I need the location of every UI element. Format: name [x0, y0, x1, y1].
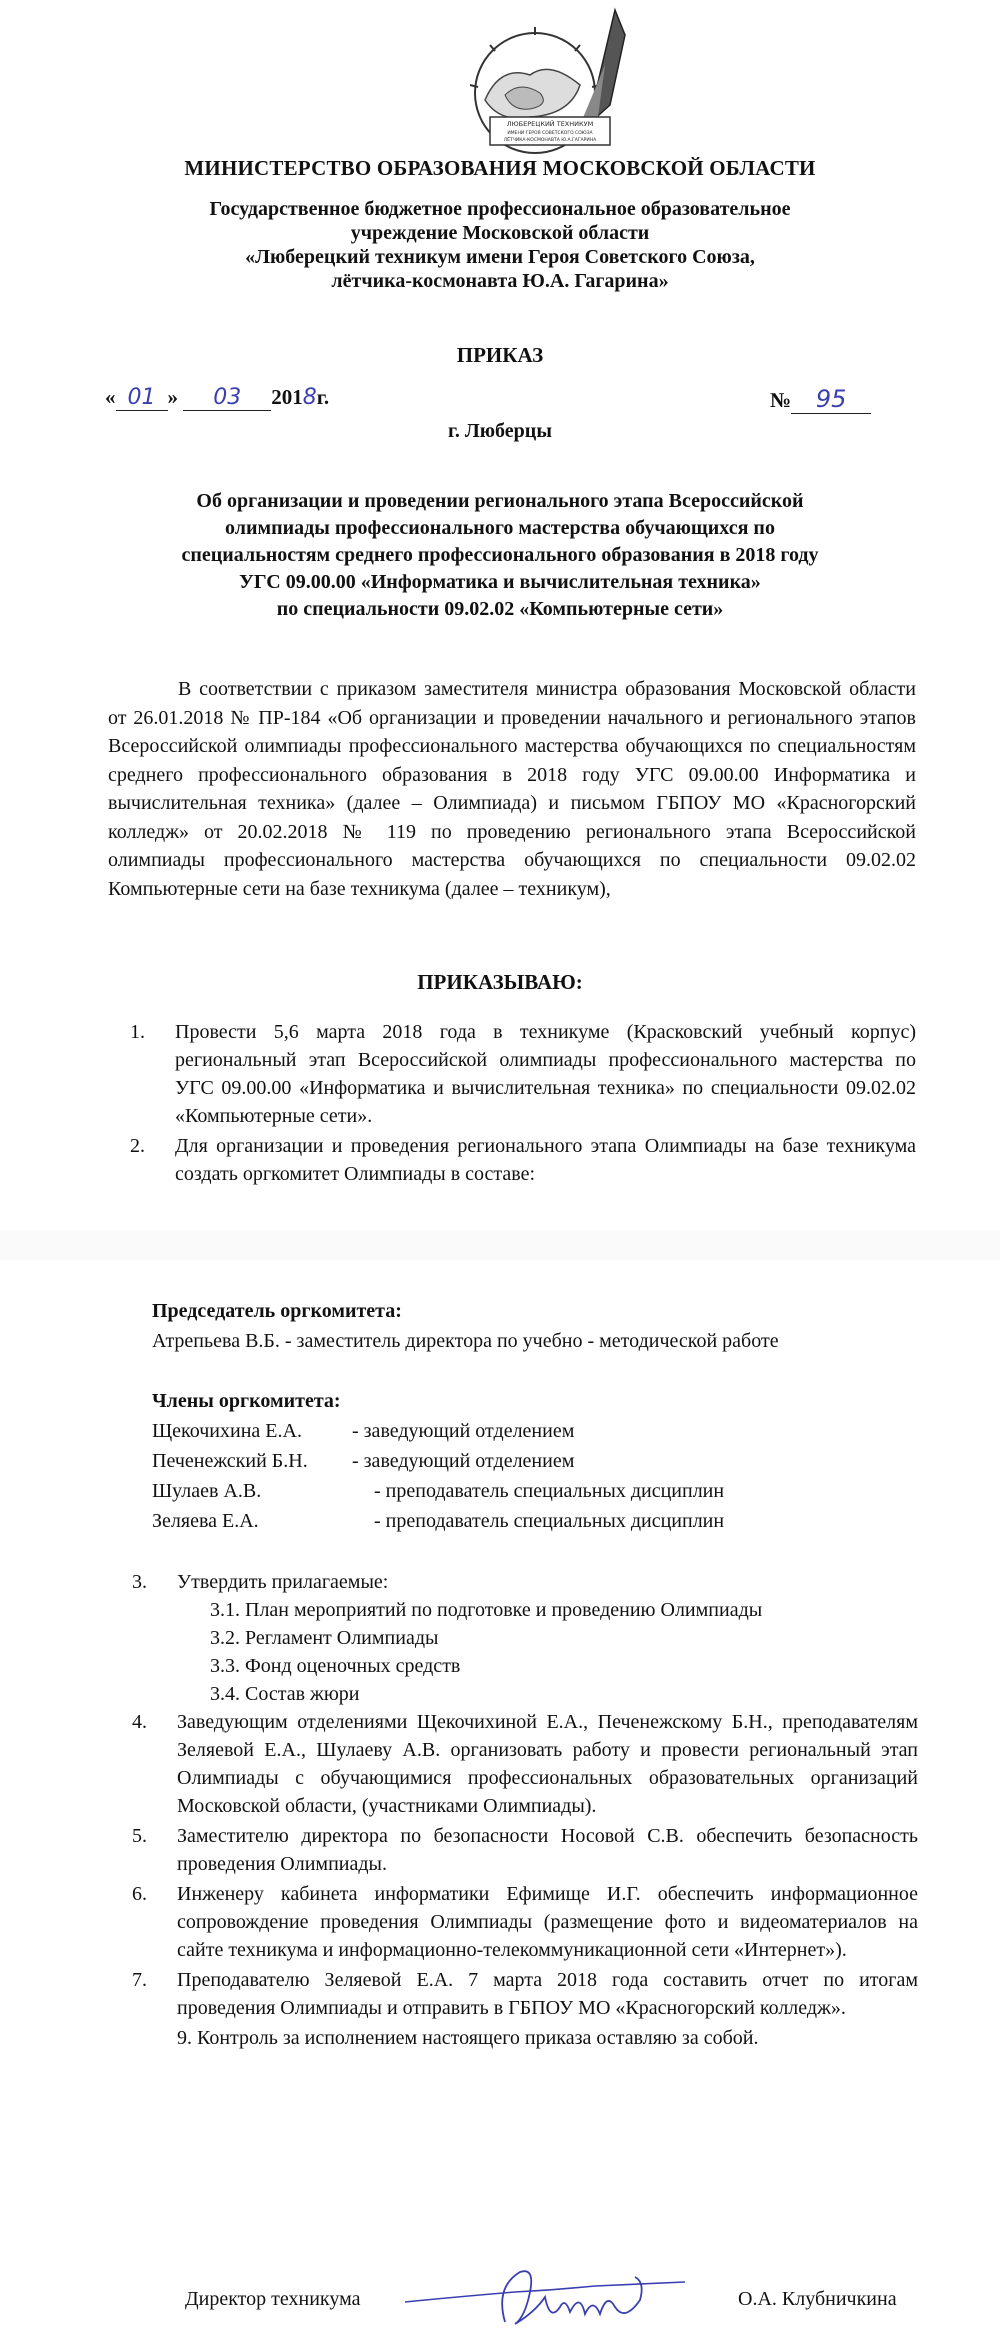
item-text: Провести 5,6 марта 2018 года в техникуме (Красковский учебный корпус) региональный этап Всероссийской олимпиады профессионального мастерства по УГС 09.00.00 «Информатика и вычислительная техника» по специальности 09.02.02 «Компьютерные сети». [175, 1021, 916, 1127]
item-number: 1. [130, 1021, 145, 1043]
order-word: ПРИКАЗЫВАЮ: [417, 970, 583, 994]
sub-item: 3.3. Фонд оценочных средств [210, 1655, 461, 1677]
list-item [130, 1018, 916, 1130]
institution-line: «Люберецкий техникум имени Героя Советского Союза, [245, 246, 755, 268]
item-number: 3. [132, 1571, 147, 1593]
member-role: - заведующий отделением [352, 1450, 575, 1472]
sub-item: 3.2. Регламент Олимпиады [210, 1627, 439, 1649]
ministry-name: МИНИСТЕРСТВО ОБРАЗОВАНИЯ МОСКОВСКОЙ ОБЛАСТИ [184, 156, 816, 180]
subject-line: олимпиады профессионального мастерства обучающихся по [225, 517, 775, 539]
institution-name [140, 197, 860, 293]
emblem-text-line1: ЛЮБЕРЕЦКИЙ ТЕХНИКУМ [506, 120, 594, 128]
item-text: Инженеру кабинета информатики Ефимище И.Г. обеспечить информационное сопровождение проведения Олимпиады (размещение фото и видеоматериалов на сайте техникума и информационно-телекоммуникационной сети «Интернет»). [177, 1883, 918, 1961]
member-role: - преподаватель специальных дисциплин [374, 1510, 725, 1532]
list-item [132, 1708, 918, 1820]
item-text: Утвердить прилагаемые: [177, 1571, 389, 1593]
member-row [152, 1506, 912, 1536]
college-emblem-rocket-icon [430, 5, 655, 155]
list-item [132, 1568, 918, 1596]
list-item [132, 1966, 918, 2022]
signature-stroke [502, 2271, 642, 2324]
number-handwritten: 95 [815, 385, 847, 413]
page-break [0, 1230, 1000, 1260]
subject-line: Об организации и проведении регионального этапа Всероссийской [196, 490, 804, 512]
emblem-text-line2: ИМЕНИ ГЕРОЯ СОВЕТСКОГО СОЮЗА [507, 131, 593, 136]
item-number: 6. [132, 1883, 147, 1905]
member-name: Зеляева Е.А. [152, 1510, 259, 1532]
list-item [130, 1132, 916, 1188]
item-number: 2. [130, 1135, 145, 1157]
item-text: Заведующим отделениями Щекочихиной Е.А., Печенежскому Б.Н., преподавателям Зеляевой Е.А., Шулаеву А.В. организовать работу и провести региональный этап Олимпиады с обучающимися профессиональных образовательных организаций Московской области, (участниками Олимпиады). [177, 1711, 918, 1817]
date-day-field [116, 385, 168, 411]
member-row [152, 1416, 912, 1446]
item-text: Преподавателю Зеляевой Е.А. 7 марта 2018 года составить отчет по итогам проведения Олимпиады и отправить в ГБПОУ МО «Красногорский колледж». [177, 1969, 918, 2019]
date-close-quote: » [167, 385, 178, 409]
member-name: Шулаев А.В. [152, 1480, 262, 1502]
chair: Атрепьева В.Б. - заместитель директора по учебно - методической работе [152, 1330, 779, 1352]
number-label: № [770, 388, 792, 412]
order-items-part1 [130, 1018, 916, 1190]
subject-line: специальностям среднего профессионального образования в 2018 году [181, 544, 819, 566]
item-text: Заместителю директора по безопасности Носовой С.В. обеспечить безопасность проведения Олимпиады. [177, 1825, 918, 1875]
sub-item: 3.4. Состав жюри [210, 1683, 360, 1705]
item-number: 7. [132, 1969, 147, 1991]
member-name: Щекочихина Е.А. [152, 1420, 302, 1442]
emblem-text-line3: ЛЁТЧИКА-КОСМОНАВТА Ю.А.ГАГАРИНА [503, 138, 597, 143]
list-item [132, 1880, 918, 1964]
number-field [791, 385, 871, 414]
city: г. Люберцы [448, 420, 552, 442]
date-day-handwritten: 01 [127, 385, 156, 410]
member-name: Печенежский Б.Н. [152, 1450, 308, 1472]
institution-line: лётчика-космонавта Ю.А. Гагарина» [331, 270, 669, 292]
members-heading: Члены оргкомитета: [152, 1390, 341, 1412]
order-subject [140, 488, 860, 623]
committee [152, 1296, 912, 1536]
handwritten-signature [395, 2252, 695, 2342]
date-year-suffix: г. [316, 385, 330, 409]
member-row [152, 1476, 912, 1506]
subject-line: по специальности 09.02.02 «Компьютерные сети» [276, 598, 724, 620]
preamble-text: В соответствии с приказом заместителя министра образования Московской области от 26.01.2018 № ПР-184 «Об организации и проведении начального и регионального этапов Всероссийской олимпиады профессионального мастерства обучающихся по специальностям среднего профессионального образования в 2018 году УГС 09.00.00 Информатика и вычислительная техника» (далее – Олимпиада) и письмом ГБПОУ МО «Красногорский колледж» от 20.02.2018 № 119 по проведению регионального этапа Всероссийской олимпиады профессионального мастерства обучающихся по специальности 09.02.02 Компьютерные сети на базе техникума (далее – техникум), [108, 678, 916, 900]
sub-item: 3.1. План мероприятий по подготовке и проведению Олимпиады [210, 1599, 763, 1621]
member-row [152, 1446, 912, 1476]
member-role: - заведующий отделением [352, 1420, 575, 1442]
order-date [105, 385, 329, 411]
member-role: - преподаватель специальных дисциплин [374, 1480, 725, 1502]
item-number: 4. [132, 1711, 147, 1733]
preamble [108, 675, 916, 903]
institution-line: Государственное бюджетное профессиональное образовательное [209, 198, 791, 220]
item-text: Для организации и проведения регионального этапа Олимпиады на базе техникума создать оргкомитет Олимпиады в составе: [175, 1135, 916, 1185]
director-name: О.А. Клубничкина [738, 2288, 897, 2310]
date-year-handwritten: 8 [302, 385, 317, 410]
chair-heading: Председатель оргкомитета: [152, 1300, 402, 1322]
date-open-quote: « [105, 385, 116, 409]
signature-position: Директор техникума [185, 2288, 361, 2310]
date-month-field [183, 385, 271, 411]
list-item [132, 1822, 918, 1878]
order-items-part2 [132, 1568, 918, 2052]
order-number [770, 385, 871, 414]
final-item: 9. Контроль за исполнением настоящего приказа оставляю за собой. [177, 2027, 759, 2049]
subject-line: УГС 09.00.00 «Информатика и вычислительная техника» [239, 571, 761, 593]
institution-line: учреждение Московской области [350, 222, 650, 244]
date-year-prefix: 201 [271, 385, 303, 409]
order-title: ПРИКАЗ [456, 343, 544, 367]
item-number: 5. [132, 1825, 147, 1847]
date-month-handwritten: 03 [213, 385, 242, 410]
